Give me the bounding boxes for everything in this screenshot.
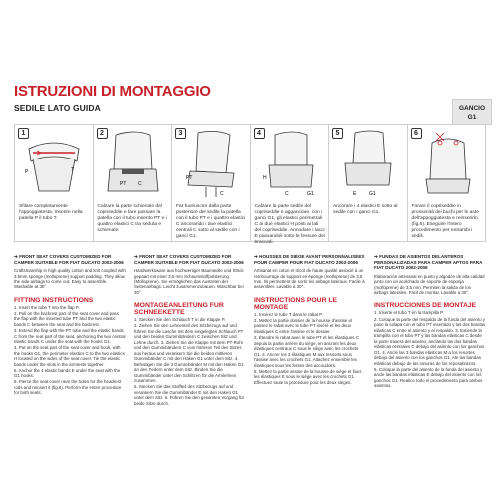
step-1-illustration xyxy=(19,129,89,201)
steps-strip xyxy=(14,124,486,245)
fitting-item: 1. Insérez le tube T dans le rabat P. xyxy=(254,311,323,317)
column-french xyxy=(254,254,366,494)
step-number: 6 xyxy=(411,128,422,139)
column-heading: ➔ HOUSSES DE SIÈGE AVANT PERSONNALISÉES POUR CAMPER POUR FIAT DUCATO 2002-2006 xyxy=(254,254,365,265)
arrow-right-icon: ➔ xyxy=(134,254,140,259)
fitting-item: 1. Insert the tube T into the flap P. xyxy=(14,304,80,310)
step-1 xyxy=(15,125,94,241)
svg-text:T: T xyxy=(71,167,75,173)
step-number: 3 xyxy=(175,128,186,139)
column-german xyxy=(134,254,246,494)
fitting-item: 6. Pierce the seat cover near the holes for the headrest rods and reinsert it (fig.6). Perform the entire procedure for both seats. xyxy=(14,379,122,396)
column-heading: ➔ FUNDAS DE ASIENTOS DELANTEROS PERSONALIZADAS PARA CAMPER APTOS PARA FIAT DUCATO 2002-2006 xyxy=(374,254,483,271)
svg-text:PT: PT xyxy=(119,181,126,187)
svg-text:C: C xyxy=(137,181,142,187)
arrow-right-icon: ➔ xyxy=(14,254,20,259)
fitting-item: 5. Anchor the 4 elastic bands E under the seat with the G1 hooks. xyxy=(14,367,121,379)
arrow-right-icon: ➔ xyxy=(254,254,260,259)
fitting-item: 1. Inserte el tubo T en la trampilla P. xyxy=(374,310,444,316)
column-description: Craftsmanship in high quality cotton and knit coupled with 3.5mm sponge (molloprene) support padding. They allow the side airbags to come out. Easy to assemble. Washable at 30°. xyxy=(14,268,126,290)
column-english xyxy=(14,254,126,494)
svg-text:G1: G1 xyxy=(369,191,376,197)
step-5-illustration xyxy=(333,129,403,201)
column-description: Elaboración artesanal en punto y algodón de alta calidad junto con un acolchado de soporte de esponja (molloprene) de 3,5 mm. Permiten la salida de los airbags laterales. Fácil de montar. Lavable a 30°. xyxy=(374,273,485,295)
step-4 xyxy=(251,125,330,245)
step-text: Forare il copriseddie in prossimità dei buchi per le aste dell'appoggiatesta e reinserirlo (fig.6). Eseguire l'intero procedimento per entrambi i sedili. xyxy=(411,204,479,239)
step-3 xyxy=(172,125,251,241)
fitting-title: MONTAGEANLEITUNG FUR SCHNEEKETTE xyxy=(134,302,224,317)
svg-text:PT: PT xyxy=(186,175,193,181)
step-number: 5 xyxy=(332,128,343,139)
fitting-item: 2. Mettez la partie dossier de la housse d'assise et passez le rabat avec le tube PT inséré et les deux élastiques C entre l'assise et le dossier. xyxy=(254,317,353,334)
step-text: Calzare la parte sedile del copriseddie e agganciare, con i ganci G1, gli elastici perimetrali C ai due elastici H posti ai lati del copriseddie. Annodare i lacci E passandoli sotto le fessure dei braccioli. xyxy=(254,204,325,245)
page-subtitle: SEDILE LATO GUIDA xyxy=(14,103,101,113)
fitting-item: 2. Pull on the backrest part of the seat cover and pass the flap with the inserted tube PT and the two elastic bands C between the seat and the backrest. xyxy=(14,310,119,327)
step-text: Ancorare i 4 elastici E sotto al sedile con i ganci G1. xyxy=(333,204,398,215)
fitting-title: INSTRUCTIONS POUR LE MONTAGE xyxy=(254,296,338,311)
arrow-right-icon: ➔ xyxy=(374,254,380,259)
fitting-item: 3. Étendre le rabat avec le tube PT et les élastiques C depuis la partie arrière du siège, en ancrant les deux élastiques centraux C sous le siège avec les crochets G1. 4. Ancrer les 3 élastiques M aux ressorts sous l'assise avec les crochets G1. Attachez ensemble les élastiques sous les fentes des accoudoirs. xyxy=(254,335,359,368)
column-spanish xyxy=(374,254,486,494)
step-2 xyxy=(94,125,173,241)
column-heading: ➔ FRONT SEAT COVERS CUSTOMIZED FOR CAMPER SUITABLE FOR FIAT DUCATO 2002-2006 xyxy=(14,254,124,265)
fitting-list xyxy=(14,305,126,396)
step-6-illustration xyxy=(412,129,482,201)
step-text: Far fuoriuscire dalla parte posteriore del sedile la patella con il tubo PT e i quattro elastici C ancorando i due elastici centrali C sotto al sedile con i ganci G1. xyxy=(176,204,246,239)
column-heading: ➔ FRONT SEAT COVERS CUSTOMIZED FOR CAMPER SUITABLE FOR FIAT DUCATO 2002-2006 xyxy=(134,254,244,265)
hook-legend xyxy=(452,99,492,125)
fitting-item: 2. Coloque la parte del respaldo de la funda del asiento y pase la solapa con el tubo PT insertado y las dos bandas elásticas C entre el asiento y el respaldo. 3. Extiende la trampilla con el tubo PT y las bandas elásticas C desde la parte trasera del asiento, anclando las dos bandas elásticas centrales C debajo del asiento con los ganchos G1. 4. Ancle las 3 bandas elásticas M a los resortes debajo del asiento con los ganchos G1. Ate las bandas elásticas debajo de las ranuras de los reposabrazos. xyxy=(374,316,486,366)
fitting-item: 2. Ziehen Sie den Lehnenteil des Sitzbezugs auf und führen Sie die Lasche mit dem eingelegten Schlauch PT und den beiden Gummibändern C zwischen Sitz und Lehne durch. 3. Ziehen Sie die Klappe mit dem PT-Rohr und den Gummibändern C vom hinteren Teil des Sitzes aus heraus und verankern Sie die beiden mittleren Gummibänder C mit den Haken G1 unter dem Sitz. 4. Befestigen Sie die 3 Gummibänder M mit den Haken G1 an den Federn unter dem Sitz. Binden Sie die Gummibänder unter den Schlitzen für die Armlehnen zusammen. xyxy=(134,323,244,384)
fitting-list xyxy=(134,317,246,406)
step-number: 4 xyxy=(254,128,265,139)
svg-text:P: P xyxy=(25,169,29,175)
fitting-item: 5. Coloque la parte del asiento de la funda del asiento y ancle las bandas elásticas E debajo del asiento con los ganchos G1. Realice todo el procedimiento para ambos asientos. xyxy=(374,366,483,389)
step-number: 2 xyxy=(97,128,108,139)
step-3-illustration xyxy=(176,129,246,201)
page-title: ISTRUZIONI DI MONTAGGIO xyxy=(14,83,211,100)
fitting-list xyxy=(254,312,366,385)
svg-text:H: H xyxy=(262,175,267,181)
language-columns xyxy=(14,254,486,494)
step-text: Calzare la parte schienale del copriseddie e fare passare la patella con il tubo inserito PT e i quattro elastici C tra seduta e schienale. xyxy=(97,204,167,233)
fitting-title: FITTING INSTRUCTIONS xyxy=(14,296,94,304)
svg-text:G1: G1 xyxy=(306,191,314,197)
column-description: Handwerksware aus hochwertiger Baumwolle und Strick gepaart mit einer 3,5 mm Schaumstoffpolsterung (Molloprene). Sie ermöglichen das Austreten der Seitenairbags. Leicht zusammenzubauen. Waschbar bei 30°. xyxy=(134,268,244,295)
fitting-item: 4. Put on the seat part of the seat cover and hook, with the hooks G1, the perimeter elastics C to the two elastics H located on the sides of the seat cover. Tie the elastic bands under the slots in the armrests together. xyxy=(14,345,125,367)
step-4-illustration xyxy=(255,129,325,201)
fitting-item: 1. Stecken Sie den Schlauch T in die Klappe P. xyxy=(134,317,226,323)
step-2-illustration xyxy=(98,129,168,201)
fitting-item: 5. Stecken Sie das Stoffteil des Sitzbezugs auf und verankern Sie die Gummibänder E mit den Haken G1 unter dem Sitz. 6. Führen Sie den gesamten Vorgang für beide Sitze durch. xyxy=(134,384,245,406)
hook-legend-label: GANCIO xyxy=(459,105,485,112)
fitting-list xyxy=(374,310,486,388)
svg-text:C: C xyxy=(284,191,289,197)
step-6 xyxy=(408,125,486,241)
step-text: Sfilare completamente l'appoggiatesta. Inserire nella patella P il tubo T. xyxy=(19,204,83,221)
fitting-item: 5. Mettez la partie assise de la housse de siège et fixez les élastiques E sous le siège avec les crochets G1. Effectuez toute la procédure pour les deux sièges. xyxy=(254,368,362,385)
svg-text:E: E xyxy=(353,191,357,197)
fitting-title: INSTRUCCIONES DE MONTAJE xyxy=(374,302,477,310)
hook-legend-code: G1 xyxy=(467,114,477,121)
svg-text:C: C xyxy=(220,191,224,197)
step-5 xyxy=(329,125,408,241)
column-description: Artisanat en coton et tricot de haute qualité associé à un rembourrage de support en éponge (molloprene) de 3,5 mm. Ils permettent de sortir les airbags latéraux. Facile à assembler. Lavable à 30°. xyxy=(254,268,365,290)
fitting-item: 3. Extend the flap with the PT tube and the elastic bands C from the rear part of the seat, anchoring the two central elastic bands C under the seat with the hooks G1. xyxy=(14,328,126,344)
step-number: 1 xyxy=(18,128,29,139)
